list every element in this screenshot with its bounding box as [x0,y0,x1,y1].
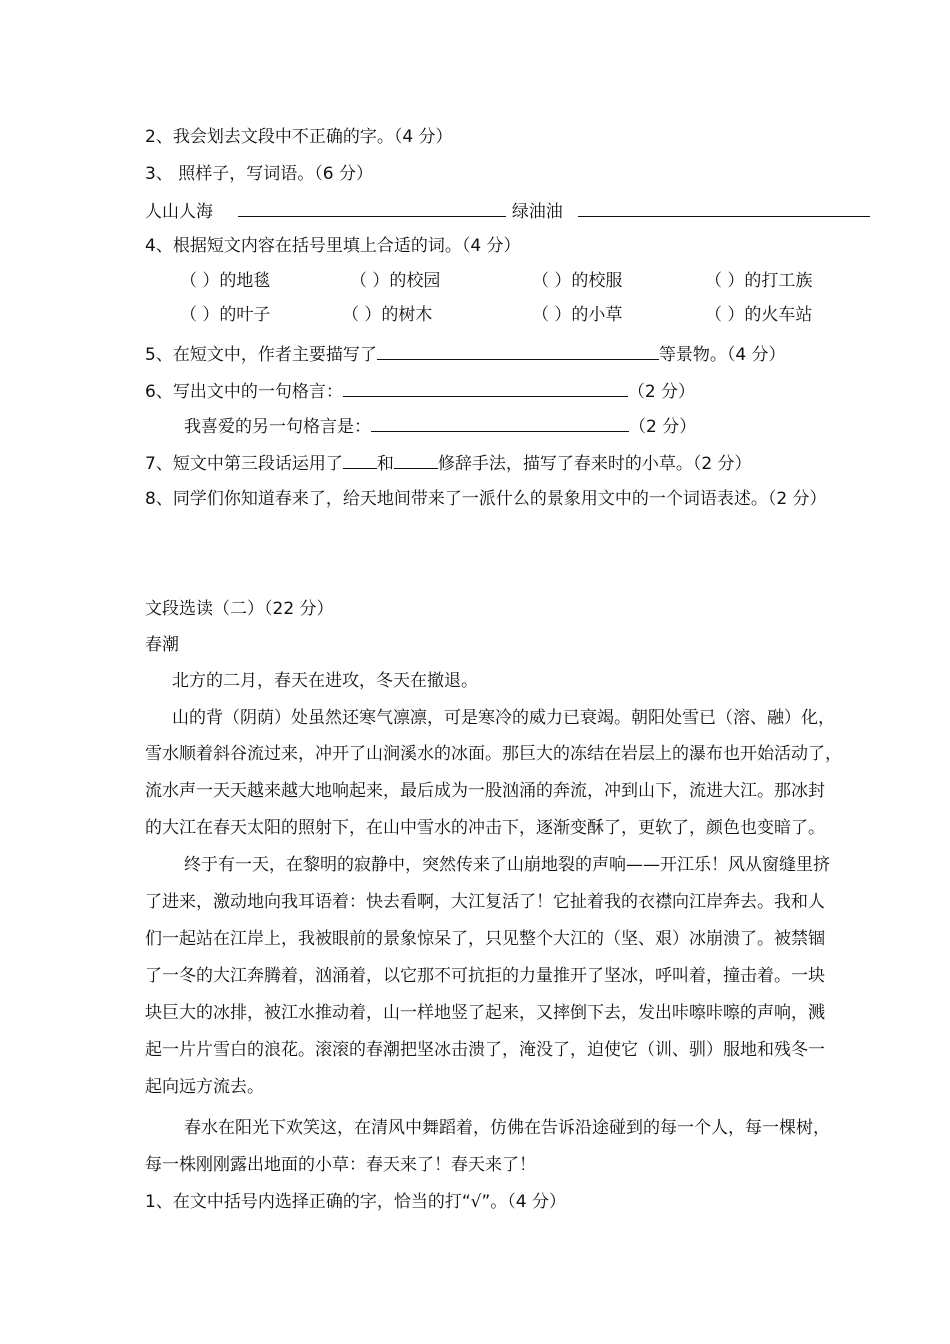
paragraph-4-line-1: 春水在阳光下欢笑这，在清风中舞蹈着，仿佛在告诉沿途碰到的每一个人，每一棵树， [184,1118,830,1138]
answer-blank-q6[interactable] [343,378,628,397]
answer-blank-2[interactable] [578,198,870,217]
answer-blank-q5[interactable] [377,341,659,360]
paragraph-2-line-3: 流水声一天天越来越大地响起来，最后成为一股汹涌的奔流，冲到山下，流进大江。那冰封 [145,781,825,801]
paragraph-3-line-5: 块巨大的冰排，被江水推动着，山一样地竖了起来，又摔倒下去，发出咔嚓咔嚓的声响，溅 [145,1003,825,1023]
question-6 [145,378,695,404]
q6b-score: （2 分） [629,417,697,437]
answer-blank-q7-1[interactable] [343,450,377,469]
example-word-2: 绿油油 [511,202,563,222]
q4-item-2-2: （ ）的树木 [342,305,433,325]
example-word-1: 人山人海 [145,202,213,222]
q4-item-2-1: （ ）的叶子 [180,305,271,325]
q6-score: （2 分） [627,382,696,402]
q4-item-1-2: （ ）的校园 [350,271,441,291]
q4-item-2-3: （ ）的小草 [532,305,623,325]
question-5 [145,341,786,367]
question-6b [184,413,696,439]
section-heading: 文段选读（二）（22 分） [145,599,334,619]
paragraph-2-line-4: 的大江在春天太阳的照射下，在山中雪水的冲击下，逐渐变酥了，更软了，颜色也变暗了。 [145,818,825,838]
paragraph-3-line-3: 们一起站在江岸上，我被眼前的景象惊呆了，只见整个大江的（坚、艰）冰崩溃了。被禁锢 [145,929,825,949]
answer-blank-q7-2[interactable] [394,450,438,469]
section2-question-1: 1、在文中括号内选择正确的字，恰当的打“√”。（4 分） [145,1192,566,1212]
paragraph-3-line-4: 了一冬的大江奔腾着，汹涌着，以它那不可抗拒的力量推开了坚冰，呼叫着，撞击着。一块 [145,966,825,986]
paragraph-2-line-1: 山的背（阴荫）处虽然还寒气凛凛，可是寒冷的威力已衰竭。朝阳处雪已（溶、融）化， [172,708,835,728]
question-2: 2、我会划去文段中不正确的字。（4 分） [145,127,453,147]
paragraph-4-line-2: 每一株刚刚露出地面的小草：春天来了！春天来了！ [145,1155,536,1175]
paragraph-3-line-7: 起向远方流去。 [145,1077,264,1097]
q4-item-1-3: （ ）的校服 [532,271,623,291]
question-3: 3、 照样子，写词语。（6 分） [145,164,373,184]
paragraph-3-line-6: 起一片片雪白的浪花。滚滚的春潮把坚冰击溃了，淹没了，迫使它（训、驯）服地和残冬一 [145,1040,825,1060]
q4-item-1-4: （ ）的打工族 [705,271,813,291]
q6-text: 6、写出文中的一句格言： [145,382,343,402]
question-7 [145,450,752,476]
q7-text-c: 修辞手法，描写了春来时的小草。（2 分） [437,454,752,474]
paragraph-3-line-2: 了进来，激动地向我耳语着：快去看啊，大江复活了！它扯着我的衣襟向江岸奔去。我和人 [145,892,825,912]
answer-blank-1[interactable] [238,198,506,217]
q7-text-a: 7、短文中第三段话运用了 [145,454,343,474]
q5-text-a: 5、在短文中，作者主要描写了 [145,345,377,365]
paragraph-3-line-1: 终于有一天，在黎明的寂静中，突然传来了山崩地裂的声响——开江乐！风从窗缝里挤 [184,855,830,875]
question-8: 8、同学们你知道春来了，给天地间带来了一派什么的景象用文中的一个词语表述。（2 分） [145,489,827,509]
paragraph-2-line-2: 雪水顺着斜谷流过来，冲开了山涧溪水的冰面。那巨大的冻结在岩层上的瀑布也开始活动了， [145,744,842,764]
question-4: 4、根据短文内容在括号里填上合适的词。（4 分） [145,236,521,256]
q4-item-1-1: （ ）的地毯 [180,271,271,291]
q7-text-b: 和 [376,454,394,474]
q6b-text: 我喜爱的另一句格言是： [184,417,371,437]
answer-blank-q6b[interactable] [371,413,629,432]
question-3-examples [145,198,870,224]
passage-title: 春潮 [145,635,179,655]
q4-item-2-4: （ ）的火车站 [705,305,813,325]
q5-text-b: 等景物。（4 分） [658,345,786,365]
paragraph-1: 北方的二月，春天在进攻，冬天在撤退。 [172,671,478,691]
